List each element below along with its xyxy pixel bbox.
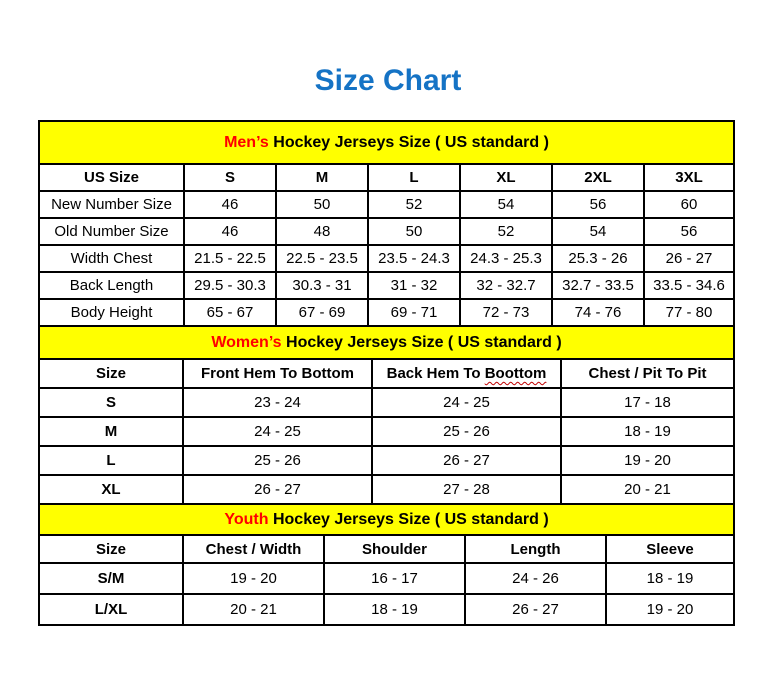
men-value-cell: 46: [184, 218, 276, 245]
women-table-row: [39, 388, 734, 417]
women-header-row: [39, 359, 734, 388]
men-value-cell: 30.3 - 31: [276, 272, 368, 299]
women-table-row: [39, 417, 734, 446]
youth-banner-title: Youth Hockey Jerseys Size ( US standard ): [39, 504, 734, 535]
youth-size-table: [38, 503, 735, 626]
women-value-cell: 24 - 25: [372, 388, 561, 417]
men-header-cell: XL: [460, 164, 552, 191]
men-table-row: [39, 299, 734, 326]
youth-value-cell: 18 - 19: [324, 594, 465, 625]
women-value-cell: 25 - 26: [372, 417, 561, 446]
women-value-cell: 23 - 24: [183, 388, 372, 417]
men-value-cell: 56: [552, 191, 644, 218]
men-value-cell: 65 - 67: [184, 299, 276, 326]
men-row-label: New Number Size: [39, 191, 184, 218]
men-value-cell: 23.5 - 24.3: [368, 245, 460, 272]
men-value-cell: 67 - 69: [276, 299, 368, 326]
men-row-label: Width Chest: [39, 245, 184, 272]
men-value-cell: 32.7 - 33.5: [552, 272, 644, 299]
women-row-label: S: [39, 388, 183, 417]
men-banner-title: Men’s Hockey Jerseys Size ( US standard ): [39, 121, 734, 164]
youth-header-cell: Sleeve: [606, 535, 734, 563]
men-header-cell: 3XL: [644, 164, 734, 191]
women-banner-highlight: Women’s: [211, 333, 282, 351]
men-value-cell: 29.5 - 30.3: [184, 272, 276, 299]
men-value-cell: 69 - 71: [368, 299, 460, 326]
women-table-row: [39, 446, 734, 475]
men-value-cell: 21.5 - 22.5: [184, 245, 276, 272]
women-row-label: M: [39, 417, 183, 446]
women-row-label: L: [39, 446, 183, 475]
men-banner-highlight: Men’s: [224, 133, 269, 151]
womens-size-table: [38, 325, 735, 505]
youth-header-cell: Shoulder: [324, 535, 465, 563]
women-header-cell: Back Hem To Boottom: [372, 359, 561, 388]
men-value-cell: 26 - 27: [644, 245, 734, 272]
women-value-cell: 27 - 28: [372, 475, 561, 504]
men-value-cell: 46: [184, 191, 276, 218]
men-header-cell: S: [184, 164, 276, 191]
youth-value-cell: 19 - 20: [183, 563, 324, 594]
women-value-cell: 25 - 26: [183, 446, 372, 475]
youth-value-cell: 19 - 20: [606, 594, 734, 625]
youth-value-cell: 16 - 17: [324, 563, 465, 594]
youth-table-row: [39, 563, 734, 594]
youth-table-row: [39, 594, 734, 625]
men-row-label: Old Number Size: [39, 218, 184, 245]
youth-value-cell: 18 - 19: [606, 563, 734, 594]
youth-header-cell: Chest / Width: [183, 535, 324, 563]
size-chart-container: [38, 120, 733, 626]
women-table-row: [39, 475, 734, 504]
men-value-cell: 24.3 - 25.3: [460, 245, 552, 272]
men-value-cell: 33.5 - 34.6: [644, 272, 734, 299]
youth-header-cell: Length: [465, 535, 606, 563]
men-table-row: [39, 245, 734, 272]
men-header-cell: L: [368, 164, 460, 191]
men-header-row: [39, 164, 734, 191]
men-value-cell: 32 - 32.7: [460, 272, 552, 299]
men-value-cell: 74 - 76: [552, 299, 644, 326]
mens-size-table: [38, 120, 735, 327]
women-value-cell: 24 - 25: [183, 417, 372, 446]
men-table-row: [39, 272, 734, 299]
men-header-cell: M: [276, 164, 368, 191]
youth-value-cell: 26 - 27: [465, 594, 606, 625]
men-header-cell: 2XL: [552, 164, 644, 191]
men-header-cell: US Size: [39, 164, 184, 191]
men-value-cell: 31 - 32: [368, 272, 460, 299]
youth-banner-highlight: Youth: [224, 510, 269, 528]
men-value-cell: 22.5 - 23.5: [276, 245, 368, 272]
men-value-cell: 25.3 - 26: [552, 245, 644, 272]
men-row-label: Body Height: [39, 299, 184, 326]
men-value-cell: 48: [276, 218, 368, 245]
men-value-cell: 72 - 73: [460, 299, 552, 326]
men-table-row: [39, 218, 734, 245]
youth-row-label: S/M: [39, 563, 183, 594]
women-header-cell: Front Hem To Bottom: [183, 359, 372, 388]
misspelled-word: Boottom: [484, 365, 547, 382]
women-value-cell: 19 - 20: [561, 446, 734, 475]
women-value-cell: 17 - 18: [561, 388, 734, 417]
men-value-cell: 52: [368, 191, 460, 218]
women-value-cell: 18 - 19: [561, 417, 734, 446]
women-banner-title: Women’s Hockey Jerseys Size ( US standard ): [39, 326, 734, 359]
men-value-cell: 60: [644, 191, 734, 218]
men-table-row: [39, 191, 734, 218]
men-value-cell: 50: [368, 218, 460, 245]
men-value-cell: 56: [644, 218, 734, 245]
men-value-cell: 50: [276, 191, 368, 218]
women-value-cell: 26 - 27: [183, 475, 372, 504]
men-value-cell: 54: [460, 191, 552, 218]
youth-row-label: L/XL: [39, 594, 183, 625]
page-title: Size Chart: [314, 64, 462, 97]
women-value-cell: 26 - 27: [372, 446, 561, 475]
men-row-label: Back Length: [39, 272, 184, 299]
youth-header-cell: Size: [39, 535, 183, 563]
youth-header-row: [39, 535, 734, 563]
women-header-cell: Chest / Pit To Pit: [561, 359, 734, 388]
men-banner-row: [39, 121, 734, 164]
women-row-label: XL: [39, 475, 183, 504]
youth-value-cell: 24 - 26: [465, 563, 606, 594]
women-header-cell: Size: [39, 359, 183, 388]
women-banner-row: [39, 326, 734, 359]
men-value-cell: 54: [552, 218, 644, 245]
youth-banner-row: [39, 504, 734, 535]
women-value-cell: 20 - 21: [561, 475, 734, 504]
men-value-cell: 77 - 80: [644, 299, 734, 326]
men-value-cell: 52: [460, 218, 552, 245]
youth-value-cell: 20 - 21: [183, 594, 324, 625]
